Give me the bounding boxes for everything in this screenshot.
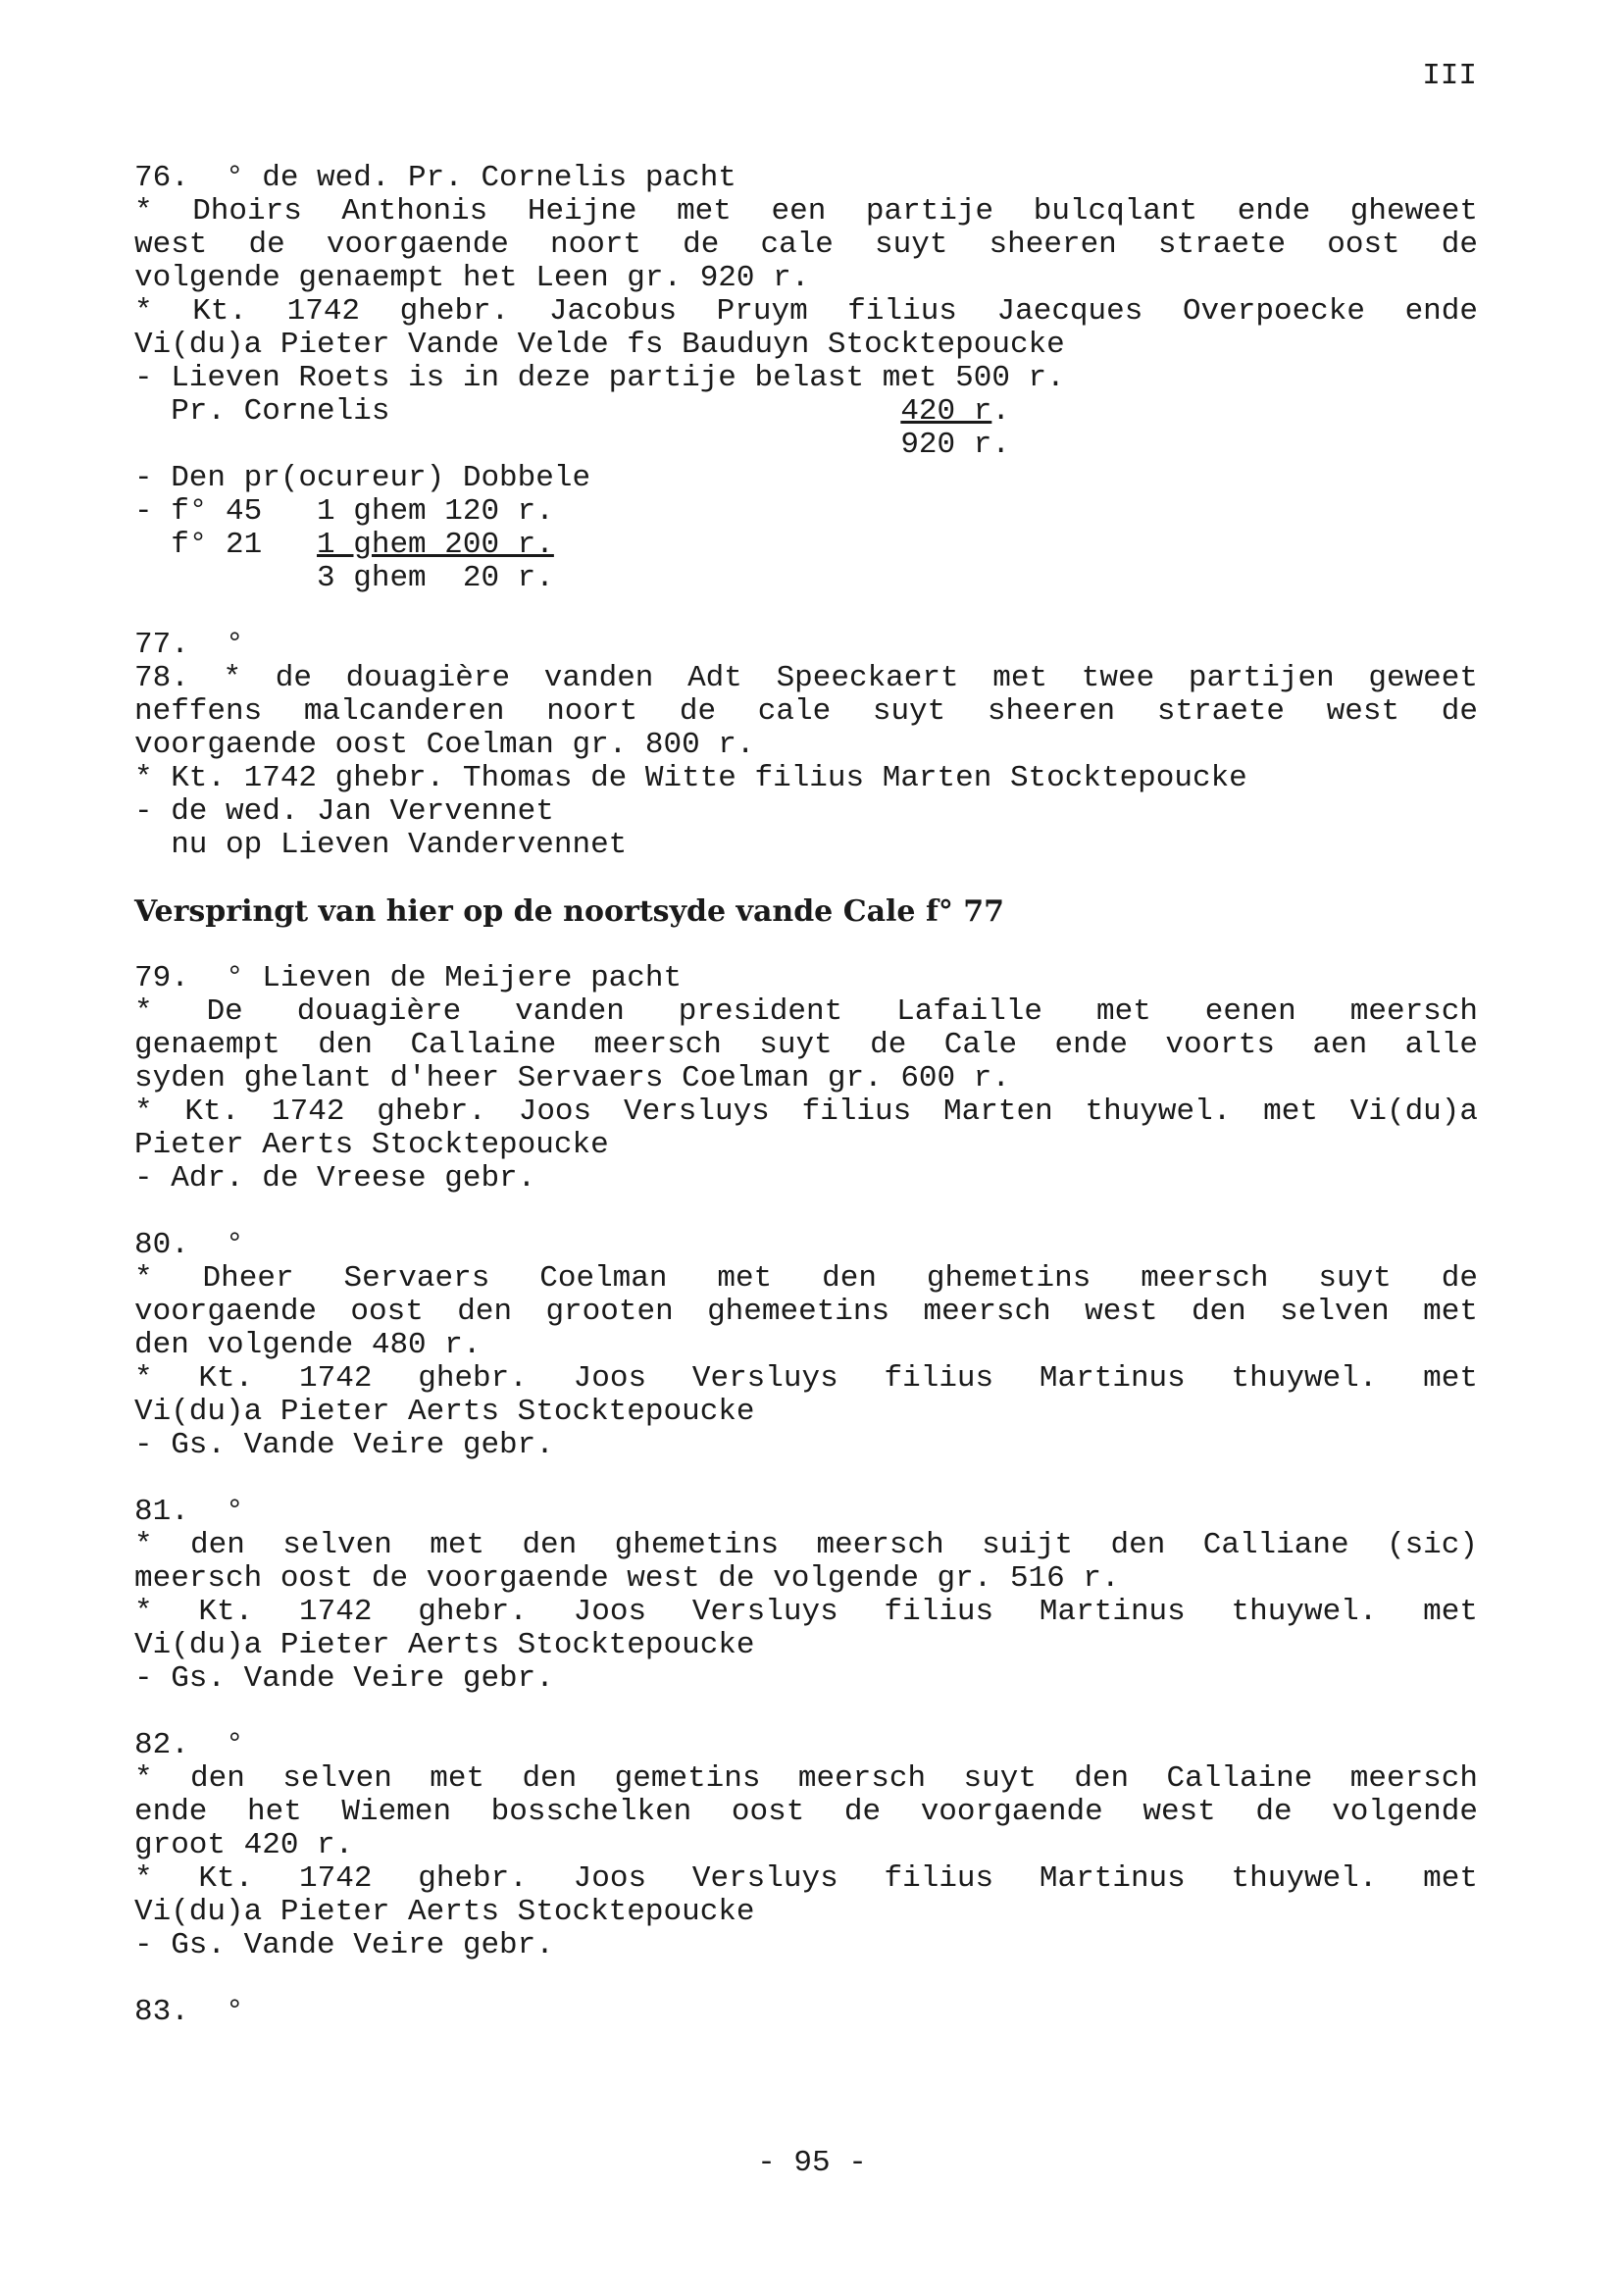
entry-line: * den selven met den ghemetins meersch suijt den Calliane (sic) — [134, 1528, 1478, 1562]
entry-line: Vi(du)a Pieter Aerts Stocktepoucke — [134, 1628, 755, 1662]
entry-line: * Dheer Servaers Coelman met den ghemetins meersch suyt de — [134, 1261, 1478, 1296]
entry-line: * Dhoirs Anthonis Heijne met een partije bulcqlant ende gheweet — [134, 194, 1478, 229]
entry-line: ende het Wiemen bosschelken oost de voorgaende west de volgende — [134, 1795, 1478, 1829]
entry-line: 80. ° — [134, 1228, 244, 1262]
spacer — [134, 1196, 1478, 1229]
entry-line: - de wed. Jan Vervennet — [134, 794, 554, 829]
spacer — [134, 1696, 1478, 1729]
entry-line: Vi(du)a Pieter Aerts Stocktepoucke — [134, 1895, 755, 1929]
spacer — [134, 862, 1478, 895]
entry-line: - Gs. Vande Veire gebr. — [134, 1928, 554, 1962]
entry-line: 79. ° Lieven de Meijere pacht — [134, 961, 683, 995]
entry-line — [134, 529, 1478, 562]
entry-line: neffens malcanderen noort de cale suyt sheeren straete west de — [134, 694, 1478, 729]
entry-77 — [134, 629, 1478, 662]
entry-line: 82. ° — [134, 1728, 244, 1762]
entry-line: nu op Lieven Vandervennet — [134, 828, 628, 862]
entry-line: syden ghelant d'heer Servaers Coelman gr. 600 r. — [134, 1061, 1010, 1095]
spacer — [134, 1462, 1478, 1496]
entry-line: Vi(du)a Pieter Vande Velde fs Bauduyn Stocktepoucke — [134, 328, 1065, 362]
sum-total: 920 r. — [134, 428, 1010, 462]
entry-line: west de voorgaende noort de cale suyt sheeren straete oost de — [134, 228, 1478, 262]
entry-line: - Adr. de Vreese gebr. — [134, 1161, 536, 1196]
entry-line: - f° 45 1 ghem 120 r. — [134, 494, 554, 529]
entry-76 — [134, 162, 1478, 595]
entry-line: - Gs. Vande Veire gebr. — [134, 1428, 554, 1462]
entry-line-text: f° 21 — [134, 528, 318, 562]
spacer — [134, 1962, 1478, 1996]
register-entries — [134, 162, 1478, 2029]
page-roman-numeral: III — [1422, 59, 1477, 93]
underlined-amount: 420 r — [900, 394, 992, 429]
entry-80 — [134, 1229, 1478, 1462]
entry-line: 81. ° — [134, 1495, 244, 1529]
entry-line: 77. ° — [134, 628, 244, 662]
entry-81 — [134, 1496, 1478, 1696]
entry-line: - Den pr(ocureur) Dobbele — [134, 461, 591, 495]
entry-line: voorgaende oost den grooten ghemeetins meersch west den selven met — [134, 1295, 1478, 1329]
entry-line: volgende genaempt het Leen gr. 920 r. — [134, 261, 810, 295]
spacer — [134, 595, 1478, 629]
entry-line: genaempt den Callaine meersch suyt de Cale ende voorts aen alle — [134, 1028, 1478, 1062]
entry-line: meersch oost de voorgaende west de volgende gr. 516 r. — [134, 1561, 1120, 1596]
entry-line: * De douagière vanden president Lafaille met eenen meersch — [134, 994, 1478, 1029]
entry-line: * Kt. 1742 ghebr. Joos Versluys filius Marten thuywel. met Vi(du)a — [134, 1095, 1478, 1129]
entry-line: * den selven met den gemetins meersch suyt den Callaine meersch — [134, 1761, 1478, 1796]
entry-line: Vi(du)a Pieter Aerts Stocktepoucke — [134, 1395, 755, 1429]
entry-83 — [134, 1996, 1478, 2029]
entry-line — [134, 395, 1478, 429]
entry-line: 83. ° — [134, 1995, 244, 2029]
entry-line: * Kt. 1742 ghebr. Joos Versluys filius Martinus thuywel. met — [134, 1361, 1478, 1396]
page-number: - 95 - — [757, 2146, 867, 2180]
entry-line: * Kt. 1742 ghebr. Jacobus Pruym filius Jaecques Overpoecke ende — [134, 294, 1478, 329]
entry-82 — [134, 1729, 1478, 1962]
entry-line: * Kt. 1742 ghebr. Joos Versluys filius Martinus thuywel. met — [134, 1861, 1478, 1896]
entry-line: - Lieven Roets is in deze partije belast met 500 r. — [134, 361, 1065, 395]
underlined-amount: 1 ghem 200 r. — [317, 528, 554, 562]
entry-line-text: . — [991, 394, 1010, 429]
entry-line: - Gs. Vande Veire gebr. — [134, 1661, 554, 1696]
entry-78 — [134, 662, 1478, 862]
entry-line: 76. ° de wed. Pr. Cornelis pacht — [134, 161, 736, 195]
spacer — [134, 929, 1478, 962]
entry-line: groot 420 r. — [134, 1828, 354, 1862]
entry-line-text: Pr. Cornelis — [134, 394, 901, 429]
entry-79 — [134, 962, 1478, 1196]
entry-line: 78. * de douagière vanden Adt Speeckaert met twee partijen geweet — [134, 661, 1478, 695]
section-heading: Verspringt van hier op de noortsyde vande Cale f° 77 — [134, 894, 1005, 929]
entry-line: * Kt. 1742 ghebr. Thomas de Witte filius Marten Stocktepoucke — [134, 761, 1247, 795]
entry-line: den volgende 480 r. — [134, 1328, 482, 1362]
entry-line: voorgaende oost Coelman gr. 800 r. — [134, 728, 755, 762]
entry-line: Pieter Aerts Stocktepoucke — [134, 1128, 609, 1162]
entry-line: * Kt. 1742 ghebr. Joos Versluys filius Martinus thuywel. met — [134, 1595, 1478, 1629]
sum-total: 3 ghem 20 r. — [134, 561, 554, 595]
